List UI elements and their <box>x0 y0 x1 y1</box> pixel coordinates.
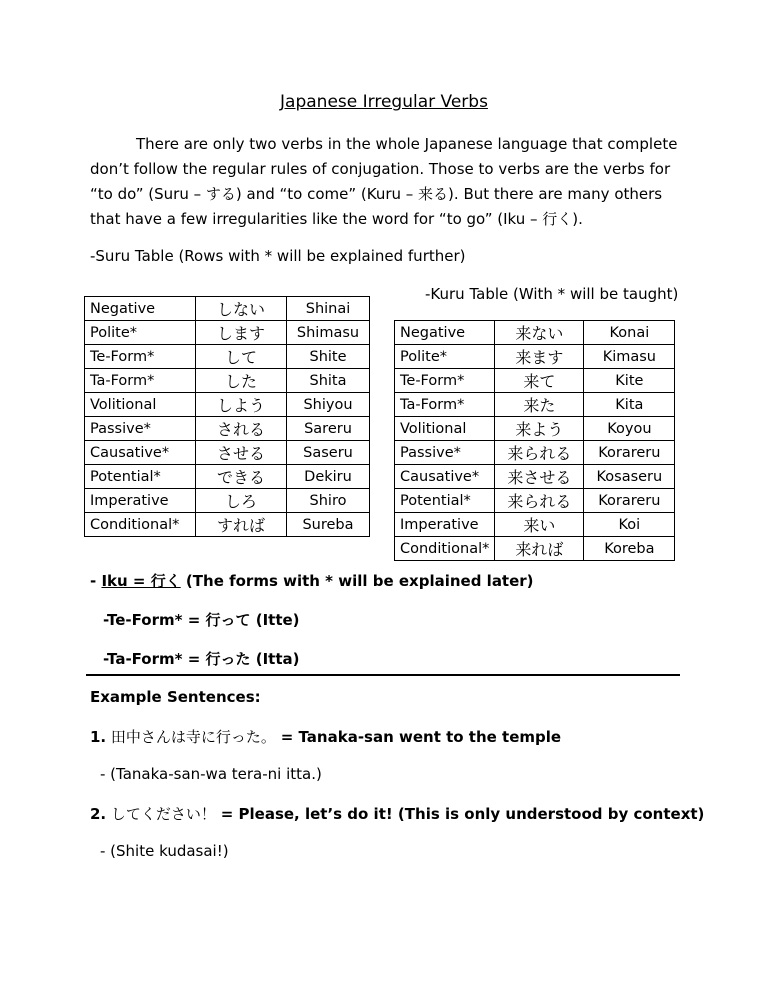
suru-romaji-form: Dekiru <box>287 465 370 489</box>
suru-table-caption: -Suru Table (Rows with * will be explained further) <box>90 247 466 265</box>
suru-romaji-form: Shinai <box>287 297 370 321</box>
kuru-row <box>395 321 675 345</box>
suru-romaji-form: Shite <box>287 345 370 369</box>
suru-row <box>85 297 370 321</box>
kuru-romaji-form: Kita <box>584 393 675 417</box>
suru-japanese-form: すれば <box>196 513 287 537</box>
example-sentence-2 <box>90 803 704 824</box>
kuru-form-label: Potential* <box>395 489 495 513</box>
suru-row <box>85 513 370 537</box>
kuru-japanese-form: 来た <box>495 393 584 417</box>
kuru-romaji-form: Koi <box>584 513 675 537</box>
suru-romaji-form: Shiro <box>287 489 370 513</box>
suru-row <box>85 321 370 345</box>
suru-romaji-form: Saseru <box>287 441 370 465</box>
kuru-row <box>395 465 675 489</box>
intro-paragraph <box>90 132 690 232</box>
suru-japanese-form: できる <box>196 465 287 489</box>
suru-row <box>85 489 370 513</box>
kuru-romaji-form: Korareru <box>584 489 675 513</box>
page-title: Japanese Irregular Verbs <box>280 92 488 112</box>
suru-form-label: Ta-Form* <box>85 369 196 393</box>
suru-form-label: Passive* <box>85 417 196 441</box>
suru-japanese-form: しない <box>196 297 287 321</box>
iku-te-form: -Te-Form* = 行って (Itte) <box>103 611 300 629</box>
iku-note: (The forms with * will be explained later) <box>180 572 534 590</box>
example-japanese: してください！ <box>110 805 216 823</box>
kuru-japanese-form: 来い <box>495 513 584 537</box>
iku-ta-form: -Ta-Form* = 行った (Itta) <box>103 650 300 668</box>
example-romaji-1: - (Tanaka-san-wa tera-ni itta.) <box>100 765 322 783</box>
kuru-table-caption: -Kuru Table (With * will be taught) <box>425 285 679 303</box>
kuru-form-label: Volitional <box>395 417 495 441</box>
iku-prefix: - <box>90 572 102 590</box>
kuru-japanese-form: 来ない <box>495 321 584 345</box>
suru-form-label: Negative <box>85 297 196 321</box>
kuru-form-label: Ta-Form* <box>395 393 495 417</box>
suru-japanese-form: しよう <box>196 393 287 417</box>
kuru-japanese-form: 来ます <box>495 345 584 369</box>
example-english: = Please, let’s do it! (This is only understood by context) <box>220 805 705 823</box>
kuru-japanese-form: 来て <box>495 369 584 393</box>
examples-heading: Example Sentences: <box>90 688 261 706</box>
suru-romaji-form: Sareru <box>287 417 370 441</box>
section-divider <box>86 674 680 676</box>
example-japanese: 田中さんは寺に行った。 <box>110 728 276 746</box>
suru-japanese-form: して <box>196 345 287 369</box>
suru-row <box>85 345 370 369</box>
suru-romaji-form: Sureba <box>287 513 370 537</box>
kuru-form-label: Negative <box>395 321 495 345</box>
kuru-row <box>395 369 675 393</box>
example-number: 1. <box>90 728 107 746</box>
kuru-japanese-form: 来れば <box>495 537 584 561</box>
suru-form-label: Conditional* <box>85 513 196 537</box>
suru-row <box>85 465 370 489</box>
kuru-romaji-form: Kimasu <box>584 345 675 369</box>
kuru-row <box>395 513 675 537</box>
suru-form-label: Imperative <box>85 489 196 513</box>
kuru-table <box>394 320 675 561</box>
suru-japanese-form: される <box>196 417 287 441</box>
kuru-romaji-form: Koyou <box>584 417 675 441</box>
kuru-japanese-form: 来させる <box>495 465 584 489</box>
kuru-form-label: Conditional* <box>395 537 495 561</box>
kuru-romaji-form: Kosaseru <box>584 465 675 489</box>
suru-form-label: Causative* <box>85 441 196 465</box>
kuru-form-label: Te-Form* <box>395 369 495 393</box>
kuru-form-label: Passive* <box>395 441 495 465</box>
kuru-form-label: Causative* <box>395 465 495 489</box>
kuru-romaji-form: Kite <box>584 369 675 393</box>
suru-form-label: Polite* <box>85 321 196 345</box>
suru-form-label: Potential* <box>85 465 196 489</box>
suru-japanese-form: した <box>196 369 287 393</box>
suru-japanese-form: します <box>196 321 287 345</box>
kuru-form-label: Imperative <box>395 513 495 537</box>
suru-row <box>85 441 370 465</box>
kuru-romaji-form: Konai <box>584 321 675 345</box>
example-romaji-2: - (Shite kudasai!) <box>100 842 229 860</box>
kuru-japanese-form: 来られる <box>495 441 584 465</box>
kuru-row <box>395 441 675 465</box>
example-number: 2. <box>90 805 107 823</box>
iku-heading <box>90 570 534 591</box>
kuru-row <box>395 537 675 561</box>
suru-japanese-form: しろ <box>196 489 287 513</box>
suru-form-label: Volitional <box>85 393 196 417</box>
kuru-japanese-form: 来られる <box>495 489 584 513</box>
example-sentence-1 <box>90 726 561 747</box>
suru-row <box>85 369 370 393</box>
suru-form-label: Te-Form* <box>85 345 196 369</box>
kuru-japanese-form: 来よう <box>495 417 584 441</box>
intro-text: There are only two verbs in the whole Japanese language that complete don’t follow the regular rules of conjugation. Those to verbs are the verbs for “to do” (Suru – する) and “to come” (Kuru – 来る). But there are many others that have a few irregularities like the word for “to go” (Iku – 行く). <box>90 135 678 228</box>
kuru-form-label: Polite* <box>395 345 495 369</box>
kuru-row <box>395 417 675 441</box>
kuru-row <box>395 393 675 417</box>
iku-word: Iku = 行く <box>101 572 181 590</box>
suru-romaji-form: Shimasu <box>287 321 370 345</box>
suru-table <box>84 296 370 537</box>
suru-japanese-form: させる <box>196 441 287 465</box>
suru-row <box>85 417 370 441</box>
suru-row <box>85 393 370 417</box>
kuru-row <box>395 489 675 513</box>
example-english: = Tanaka-san went to the temple <box>280 728 562 746</box>
kuru-row <box>395 345 675 369</box>
suru-romaji-form: Shita <box>287 369 370 393</box>
kuru-romaji-form: Korareru <box>584 441 675 465</box>
kuru-romaji-form: Koreba <box>584 537 675 561</box>
suru-romaji-form: Shiyou <box>287 393 370 417</box>
